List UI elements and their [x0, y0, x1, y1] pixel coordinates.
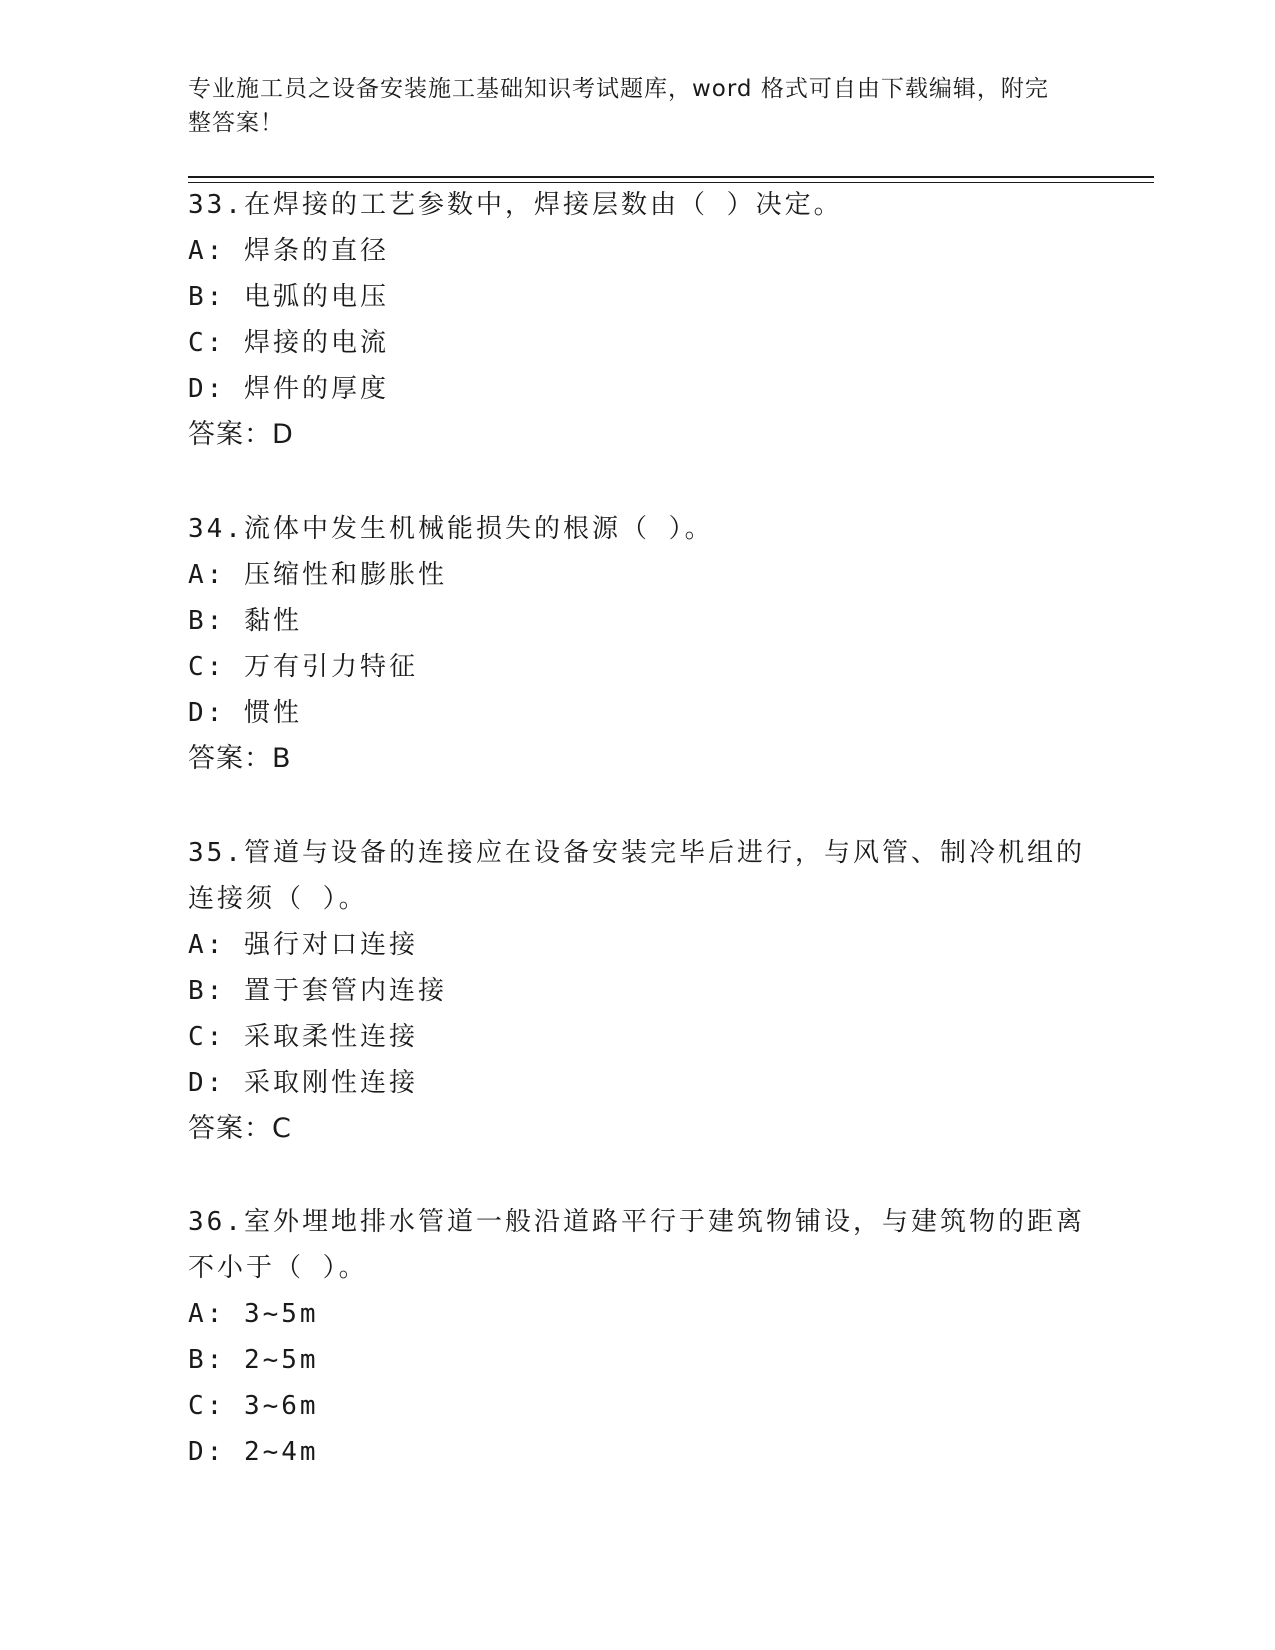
- option-c: C: 焊接的电流: [188, 328, 389, 358]
- answer: 答案：B: [188, 743, 292, 774]
- question-stem-line-2: 连接须（ ）。: [188, 884, 368, 914]
- option-d: D: 焊件的厚度: [188, 374, 389, 404]
- option-b: B: 黏性: [188, 606, 302, 636]
- header-rule-thick: [188, 176, 1154, 178]
- question-stem: 33.在焊接的工艺参数中，焊接层数由（ ）决定。: [188, 190, 843, 220]
- question-stem-line-1: 35.管道与设备的连接应在设备安装完毕后进行，与风管、制冷机组的: [188, 838, 1085, 868]
- option-a: A: 焊条的直径: [188, 236, 389, 266]
- option-d: D: 惯性: [188, 698, 302, 728]
- question-33: [188, 182, 1088, 458]
- option-a: A: 强行对口连接: [188, 930, 418, 960]
- option-d: D: 2~4m: [188, 1437, 319, 1467]
- option-c: C: 3~6m: [188, 1391, 319, 1421]
- option-a: A: 3~5m: [188, 1299, 319, 1329]
- question-36: [188, 1199, 1088, 1475]
- question-stem: 34.流体中发生机械能损失的根源（ ）。: [188, 514, 714, 544]
- answer: 答案：D: [188, 419, 294, 450]
- answer: 答案：C: [188, 1113, 292, 1144]
- document-header: [188, 72, 1088, 140]
- question-34: [188, 506, 1088, 782]
- question-35: [188, 830, 1088, 1152]
- question-stem-line-2: 不小于（ ）。: [188, 1253, 368, 1283]
- option-c: C: 万有引力特征: [188, 652, 418, 682]
- header-line-2: 整答案！: [188, 110, 284, 136]
- option-d: D: 采取刚性连接: [188, 1068, 418, 1098]
- option-b: B: 置于套管内连接: [188, 976, 447, 1006]
- question-stem-line-1: 36.室外埋地排水管道一般沿道路平行于建筑物铺设，与建筑物的距离: [188, 1207, 1085, 1237]
- option-a: A: 压缩性和膨胀性: [188, 560, 447, 590]
- header-line-1: 专业施工员之设备安装施工基础知识考试题库，word 格式可自由下载编辑，附完: [188, 76, 1049, 102]
- option-b: B: 2~5m: [188, 1345, 319, 1375]
- option-c: C: 采取柔性连接: [188, 1022, 418, 1052]
- option-b: B: 电弧的电压: [188, 282, 389, 312]
